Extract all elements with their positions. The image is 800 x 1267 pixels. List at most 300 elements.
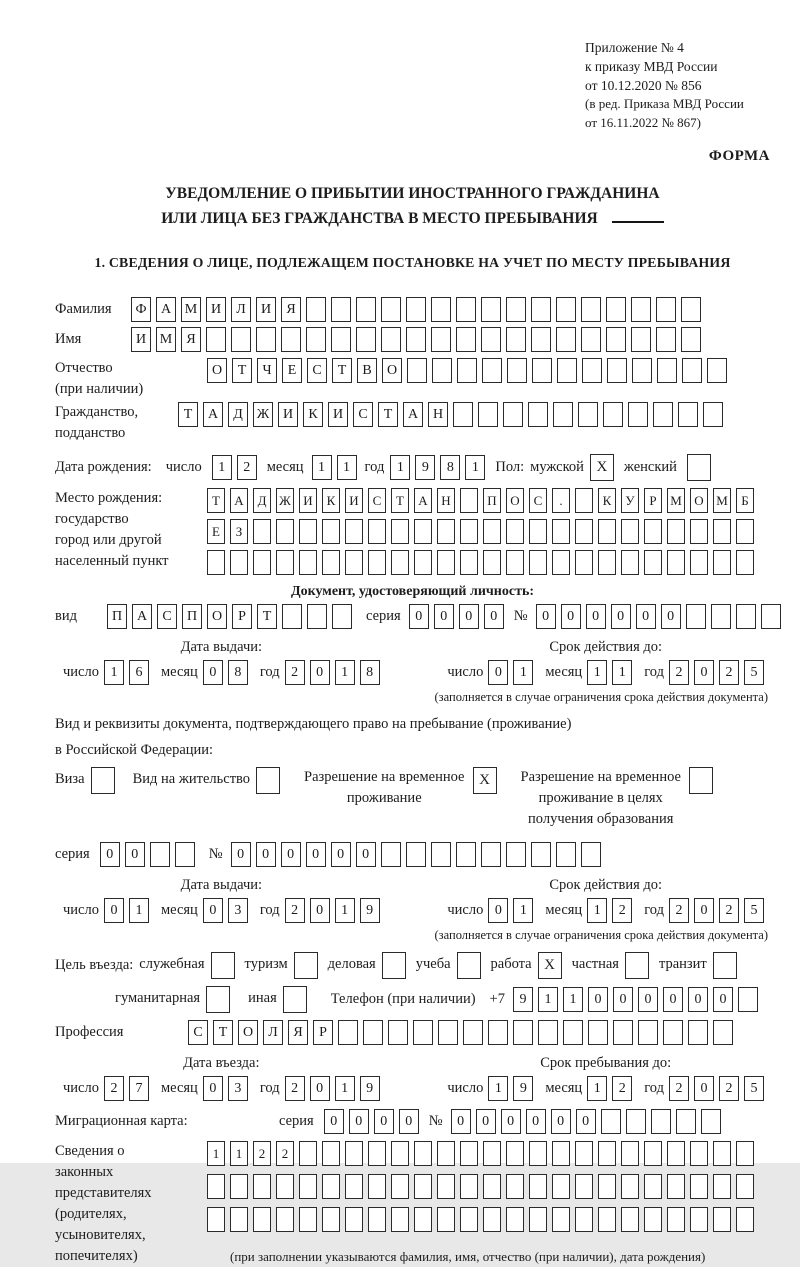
issue-month-cells[interactable] <box>203 660 248 685</box>
char-cell[interactable]: 0 <box>501 1109 521 1134</box>
valid-year-cells[interactable] <box>669 898 764 923</box>
char-cell[interactable] <box>207 1174 225 1199</box>
char-cell[interactable] <box>230 1207 248 1232</box>
purpose-tourism-checkbox[interactable] <box>294 952 318 979</box>
char-cell[interactable]: . <box>552 488 570 513</box>
char-cell[interactable] <box>621 519 639 544</box>
char-cell[interactable]: 0 <box>125 842 145 867</box>
char-cell[interactable]: 0 <box>231 842 251 867</box>
char-cell[interactable] <box>368 519 386 544</box>
char-cell[interactable]: 0 <box>256 842 276 867</box>
char-cell[interactable] <box>381 842 401 867</box>
char-cell[interactable] <box>381 297 401 322</box>
char-cell[interactable] <box>531 842 551 867</box>
char-cell[interactable]: М <box>667 488 685 513</box>
representatives-row2-cells[interactable] <box>207 1174 754 1199</box>
char-cell[interactable]: 0 <box>310 898 330 923</box>
doc-series-cells[interactable] <box>409 604 504 629</box>
char-cell[interactable]: 0 <box>104 898 124 923</box>
char-cell[interactable]: 0 <box>551 1109 571 1134</box>
char-cell[interactable] <box>345 519 363 544</box>
char-cell[interactable]: 0 <box>636 604 656 629</box>
char-cell[interactable] <box>368 1207 386 1232</box>
char-cell[interactable]: 1 <box>563 987 583 1012</box>
char-cell[interactable]: М <box>181 297 201 322</box>
char-cell[interactable] <box>713 519 731 544</box>
visa-checkbox[interactable] <box>91 767 115 794</box>
char-cell[interactable] <box>294 952 318 979</box>
char-cell[interactable] <box>506 519 524 544</box>
char-cell[interactable] <box>414 1207 432 1232</box>
char-cell[interactable] <box>391 550 409 575</box>
char-cell[interactable] <box>299 550 317 575</box>
char-cell[interactable] <box>667 550 685 575</box>
char-cell[interactable] <box>356 327 376 352</box>
char-cell[interactable] <box>332 604 352 629</box>
char-cell[interactable]: Т <box>378 402 398 427</box>
char-cell[interactable] <box>406 327 426 352</box>
char-cell[interactable]: П <box>182 604 202 629</box>
char-cell[interactable]: 0 <box>694 1076 714 1101</box>
char-cell[interactable]: 1 <box>212 455 232 480</box>
char-cell[interactable]: Е <box>282 358 302 383</box>
char-cell[interactable] <box>207 550 225 575</box>
char-cell[interactable]: Т <box>391 488 409 513</box>
representatives-row3-cells[interactable] <box>207 1207 754 1232</box>
char-cell[interactable]: 2 <box>612 1076 632 1101</box>
char-cell[interactable] <box>552 1174 570 1199</box>
char-cell[interactable]: С <box>368 488 386 513</box>
char-cell[interactable] <box>556 297 576 322</box>
char-cell[interactable] <box>211 952 235 979</box>
char-cell[interactable] <box>503 402 523 427</box>
char-cell[interactable]: 2 <box>276 1141 294 1166</box>
char-cell[interactable] <box>432 358 452 383</box>
char-cell[interactable] <box>231 327 251 352</box>
char-cell[interactable]: 9 <box>415 455 435 480</box>
char-cell[interactable] <box>150 842 170 867</box>
char-cell[interactable] <box>581 842 601 867</box>
char-cell[interactable]: 1 <box>513 660 533 685</box>
char-cell[interactable] <box>431 327 451 352</box>
char-cell[interactable]: 6 <box>129 660 149 685</box>
char-cell[interactable] <box>345 550 363 575</box>
char-cell[interactable]: 2 <box>669 1076 689 1101</box>
char-cell[interactable] <box>582 358 602 383</box>
char-cell[interactable] <box>391 519 409 544</box>
char-cell[interactable] <box>483 519 501 544</box>
issue-month-cells[interactable] <box>203 898 248 923</box>
char-cell[interactable]: С <box>529 488 547 513</box>
stay-day-cells[interactable] <box>488 1076 533 1101</box>
char-cell[interactable]: А <box>230 488 248 513</box>
char-cell[interactable] <box>598 1174 616 1199</box>
char-cell[interactable] <box>453 402 473 427</box>
char-cell[interactable] <box>483 1207 501 1232</box>
char-cell[interactable] <box>230 1174 248 1199</box>
char-cell[interactable] <box>338 1020 358 1045</box>
char-cell[interactable] <box>388 1020 408 1045</box>
char-cell[interactable]: 8 <box>440 455 460 480</box>
char-cell[interactable] <box>438 1020 458 1045</box>
char-cell[interactable]: 2 <box>104 1076 124 1101</box>
char-cell[interactable] <box>406 842 426 867</box>
char-cell[interactable] <box>414 1141 432 1166</box>
char-cell[interactable]: И <box>131 327 151 352</box>
char-cell[interactable]: 0 <box>100 842 120 867</box>
char-cell[interactable]: 0 <box>310 660 330 685</box>
patronymic-cells[interactable] <box>207 358 727 383</box>
char-cell[interactable] <box>606 327 626 352</box>
char-cell[interactable]: Т <box>257 604 277 629</box>
char-cell[interactable] <box>736 604 756 629</box>
char-cell[interactable] <box>331 327 351 352</box>
female-checkbox[interactable] <box>687 454 711 481</box>
char-cell[interactable] <box>598 519 616 544</box>
name-cells[interactable] <box>131 327 701 352</box>
char-cell[interactable] <box>736 1174 754 1199</box>
char-cell[interactable] <box>368 1174 386 1199</box>
char-cell[interactable]: 0 <box>374 1109 394 1134</box>
char-cell[interactable] <box>588 1020 608 1045</box>
char-cell[interactable]: К <box>303 402 323 427</box>
char-cell[interactable]: X <box>590 454 614 481</box>
char-cell[interactable]: Ж <box>253 402 273 427</box>
char-cell[interactable] <box>322 1174 340 1199</box>
char-cell[interactable]: И <box>256 297 276 322</box>
char-cell[interactable] <box>283 986 307 1013</box>
char-cell[interactable]: 2 <box>253 1141 271 1166</box>
char-cell[interactable]: А <box>132 604 152 629</box>
char-cell[interactable] <box>613 1020 633 1045</box>
char-cell[interactable]: П <box>483 488 501 513</box>
char-cell[interactable] <box>553 402 573 427</box>
char-cell[interactable]: Я <box>281 297 301 322</box>
char-cell[interactable] <box>631 327 651 352</box>
char-cell[interactable] <box>253 1174 271 1199</box>
issue-day-cells[interactable] <box>104 660 149 685</box>
char-cell[interactable]: Т <box>207 488 225 513</box>
char-cell[interactable]: 0 <box>203 1076 223 1101</box>
char-cell[interactable] <box>345 1174 363 1199</box>
char-cell[interactable]: 0 <box>488 898 508 923</box>
char-cell[interactable]: 1 <box>312 455 332 480</box>
char-cell[interactable] <box>644 550 662 575</box>
char-cell[interactable] <box>322 1141 340 1166</box>
char-cell[interactable]: Н <box>437 488 455 513</box>
char-cell[interactable]: О <box>207 604 227 629</box>
char-cell[interactable]: 1 <box>612 660 632 685</box>
char-cell[interactable] <box>711 604 731 629</box>
char-cell[interactable] <box>575 519 593 544</box>
char-cell[interactable] <box>368 1141 386 1166</box>
char-cell[interactable]: 2 <box>719 660 739 685</box>
char-cell[interactable]: С <box>157 604 177 629</box>
char-cell[interactable] <box>575 1141 593 1166</box>
char-cell[interactable]: 0 <box>663 987 683 1012</box>
char-cell[interactable] <box>437 1141 455 1166</box>
char-cell[interactable] <box>253 519 271 544</box>
char-cell[interactable]: 0 <box>310 1076 330 1101</box>
char-cell[interactable] <box>457 952 481 979</box>
char-cell[interactable]: А <box>203 402 223 427</box>
char-cell[interactable]: 0 <box>611 604 631 629</box>
char-cell[interactable] <box>621 1207 639 1232</box>
char-cell[interactable]: 0 <box>356 842 376 867</box>
char-cell[interactable] <box>690 1174 708 1199</box>
purpose-transit-checkbox[interactable] <box>713 952 737 979</box>
purpose-business-checkbox[interactable] <box>382 952 406 979</box>
char-cell[interactable] <box>598 1141 616 1166</box>
char-cell[interactable] <box>506 327 526 352</box>
char-cell[interactable] <box>460 1174 478 1199</box>
residence-series-cells[interactable] <box>100 842 195 867</box>
char-cell[interactable] <box>601 1109 621 1134</box>
char-cell[interactable] <box>456 297 476 322</box>
char-cell[interactable]: 0 <box>476 1109 496 1134</box>
doc-kind-cells[interactable] <box>107 604 352 629</box>
char-cell[interactable] <box>676 1109 696 1134</box>
char-cell[interactable] <box>528 402 548 427</box>
char-cell[interactable] <box>531 297 551 322</box>
birth-place-row1-cells[interactable] <box>207 488 754 513</box>
char-cell[interactable] <box>529 1174 547 1199</box>
char-cell[interactable]: 1 <box>335 660 355 685</box>
char-cell[interactable] <box>253 550 271 575</box>
char-cell[interactable]: 2 <box>669 898 689 923</box>
char-cell[interactable] <box>299 1141 317 1166</box>
char-cell[interactable]: 0 <box>561 604 581 629</box>
valid-month-cells[interactable] <box>587 660 632 685</box>
char-cell[interactable] <box>667 1141 685 1166</box>
char-cell[interactable]: 0 <box>613 987 633 1012</box>
valid-year-cells[interactable] <box>669 660 764 685</box>
char-cell[interactable] <box>391 1207 409 1232</box>
char-cell[interactable] <box>506 1207 524 1232</box>
char-cell[interactable]: О <box>382 358 402 383</box>
char-cell[interactable]: 0 <box>576 1109 596 1134</box>
char-cell[interactable]: 0 <box>688 987 708 1012</box>
char-cell[interactable] <box>575 1174 593 1199</box>
char-cell[interactable]: 0 <box>434 604 454 629</box>
char-cell[interactable]: А <box>156 297 176 322</box>
char-cell[interactable] <box>382 952 406 979</box>
char-cell[interactable] <box>651 1109 671 1134</box>
char-cell[interactable]: 0 <box>331 842 351 867</box>
char-cell[interactable] <box>481 297 501 322</box>
char-cell[interactable]: Ф <box>131 297 151 322</box>
char-cell[interactable] <box>460 550 478 575</box>
birth-place-row2-cells[interactable] <box>207 519 754 544</box>
char-cell[interactable]: 0 <box>203 660 223 685</box>
temp-permit-checkbox[interactable] <box>473 767 497 794</box>
char-cell[interactable] <box>656 297 676 322</box>
char-cell[interactable] <box>460 488 478 513</box>
representatives-row1-cells[interactable] <box>207 1141 754 1166</box>
char-cell[interactable]: В <box>357 358 377 383</box>
char-cell[interactable] <box>513 1020 533 1045</box>
char-cell[interactable] <box>628 402 648 427</box>
char-cell[interactable] <box>506 842 526 867</box>
char-cell[interactable] <box>713 1141 731 1166</box>
char-cell[interactable]: 1 <box>337 455 357 480</box>
char-cell[interactable]: А <box>414 488 432 513</box>
purpose-work-checkbox[interactable] <box>538 952 562 979</box>
char-cell[interactable]: Т <box>213 1020 233 1045</box>
char-cell[interactable] <box>578 402 598 427</box>
char-cell[interactable] <box>529 519 547 544</box>
char-cell[interactable] <box>299 1174 317 1199</box>
char-cell[interactable]: 8 <box>360 660 380 685</box>
char-cell[interactable]: 1 <box>335 898 355 923</box>
char-cell[interactable]: Л <box>231 297 251 322</box>
char-cell[interactable] <box>681 297 701 322</box>
char-cell[interactable]: 9 <box>360 1076 380 1101</box>
char-cell[interactable]: О <box>690 488 708 513</box>
char-cell[interactable] <box>687 454 711 481</box>
char-cell[interactable] <box>607 358 627 383</box>
char-cell[interactable]: С <box>188 1020 208 1045</box>
char-cell[interactable]: 2 <box>612 898 632 923</box>
char-cell[interactable] <box>713 550 731 575</box>
char-cell[interactable] <box>460 1141 478 1166</box>
char-cell[interactable]: 9 <box>513 987 533 1012</box>
char-cell[interactable] <box>713 1207 731 1232</box>
char-cell[interactable]: Б <box>736 488 754 513</box>
char-cell[interactable] <box>707 358 727 383</box>
char-cell[interactable]: 1 <box>587 1076 607 1101</box>
phone-cells[interactable] <box>513 987 758 1012</box>
char-cell[interactable]: У <box>621 488 639 513</box>
char-cell[interactable]: X <box>473 767 497 794</box>
char-cell[interactable]: Д <box>253 488 271 513</box>
char-cell[interactable]: 2 <box>719 898 739 923</box>
char-cell[interactable]: 0 <box>459 604 479 629</box>
char-cell[interactable] <box>688 1020 708 1045</box>
char-cell[interactable] <box>276 519 294 544</box>
char-cell[interactable]: 2 <box>285 660 305 685</box>
char-cell[interactable] <box>713 1174 731 1199</box>
char-cell[interactable]: Д <box>228 402 248 427</box>
char-cell[interactable]: 2 <box>285 898 305 923</box>
char-cell[interactable] <box>529 1207 547 1232</box>
char-cell[interactable]: И <box>206 297 226 322</box>
char-cell[interactable] <box>598 1207 616 1232</box>
char-cell[interactable] <box>713 952 737 979</box>
purpose-private-checkbox[interactable] <box>625 952 649 979</box>
char-cell[interactable]: Т <box>178 402 198 427</box>
char-cell[interactable] <box>625 952 649 979</box>
char-cell[interactable]: 0 <box>324 1109 344 1134</box>
purpose-humanitarian-checkbox[interactable] <box>206 986 230 1013</box>
char-cell[interactable]: X <box>538 952 562 979</box>
char-cell[interactable]: 0 <box>588 987 608 1012</box>
char-cell[interactable] <box>363 1020 383 1045</box>
char-cell[interactable]: Я <box>181 327 201 352</box>
char-cell[interactable]: 7 <box>129 1076 149 1101</box>
char-cell[interactable] <box>437 519 455 544</box>
char-cell[interactable]: 1 <box>390 455 410 480</box>
char-cell[interactable] <box>506 550 524 575</box>
mk-number-cells[interactable] <box>451 1109 721 1134</box>
char-cell[interactable]: 0 <box>713 987 733 1012</box>
char-cell[interactable] <box>256 767 280 794</box>
surname-cells[interactable] <box>131 297 701 322</box>
char-cell[interactable]: 1 <box>335 1076 355 1101</box>
char-cell[interactable] <box>690 1207 708 1232</box>
char-cell[interactable] <box>276 550 294 575</box>
char-cell[interactable]: С <box>353 402 373 427</box>
char-cell[interactable] <box>481 842 501 867</box>
char-cell[interactable] <box>621 550 639 575</box>
char-cell[interactable] <box>506 1174 524 1199</box>
residence-number-cells[interactable] <box>231 842 601 867</box>
char-cell[interactable] <box>307 604 327 629</box>
char-cell[interactable]: И <box>299 488 317 513</box>
char-cell[interactable]: 1 <box>104 660 124 685</box>
char-cell[interactable] <box>207 1207 225 1232</box>
char-cell[interactable]: О <box>506 488 524 513</box>
issue-day-cells[interactable] <box>104 898 149 923</box>
char-cell[interactable] <box>736 1141 754 1166</box>
char-cell[interactable]: А <box>403 402 423 427</box>
char-cell[interactable]: 2 <box>237 455 257 480</box>
char-cell[interactable]: 1 <box>207 1141 225 1166</box>
char-cell[interactable]: 8 <box>228 660 248 685</box>
char-cell[interactable] <box>689 767 713 794</box>
char-cell[interactable] <box>483 1174 501 1199</box>
char-cell[interactable]: К <box>322 488 340 513</box>
char-cell[interactable] <box>437 1207 455 1232</box>
char-cell[interactable] <box>431 297 451 322</box>
char-cell[interactable]: Ж <box>276 488 294 513</box>
char-cell[interactable] <box>331 297 351 322</box>
char-cell[interactable] <box>460 1207 478 1232</box>
birth-day-cells[interactable] <box>212 455 257 480</box>
char-cell[interactable] <box>667 1174 685 1199</box>
char-cell[interactable]: 9 <box>513 1076 533 1101</box>
issue-year-cells[interactable] <box>285 898 380 923</box>
char-cell[interactable] <box>656 327 676 352</box>
char-cell[interactable] <box>690 519 708 544</box>
char-cell[interactable]: И <box>278 402 298 427</box>
char-cell[interactable] <box>644 1141 662 1166</box>
char-cell[interactable] <box>230 550 248 575</box>
char-cell[interactable] <box>657 358 677 383</box>
male-checkbox[interactable] <box>590 454 614 481</box>
char-cell[interactable]: Е <box>207 519 225 544</box>
char-cell[interactable] <box>626 1109 646 1134</box>
char-cell[interactable] <box>306 327 326 352</box>
char-cell[interactable] <box>460 519 478 544</box>
char-cell[interactable] <box>281 327 301 352</box>
char-cell[interactable] <box>322 519 340 544</box>
char-cell[interactable] <box>478 402 498 427</box>
char-cell[interactable]: Т <box>232 358 252 383</box>
doc-number-cells[interactable] <box>536 604 781 629</box>
residence-permit-checkbox[interactable] <box>256 767 280 794</box>
valid-month-cells[interactable] <box>587 898 632 923</box>
char-cell[interactable]: 1 <box>488 1076 508 1101</box>
char-cell[interactable] <box>506 297 526 322</box>
char-cell[interactable] <box>703 402 723 427</box>
char-cell[interactable] <box>631 297 651 322</box>
birth-year-cells[interactable] <box>390 455 485 480</box>
char-cell[interactable] <box>557 358 577 383</box>
char-cell[interactable]: 1 <box>129 898 149 923</box>
char-cell[interactable] <box>414 1174 432 1199</box>
char-cell[interactable]: 0 <box>484 604 504 629</box>
